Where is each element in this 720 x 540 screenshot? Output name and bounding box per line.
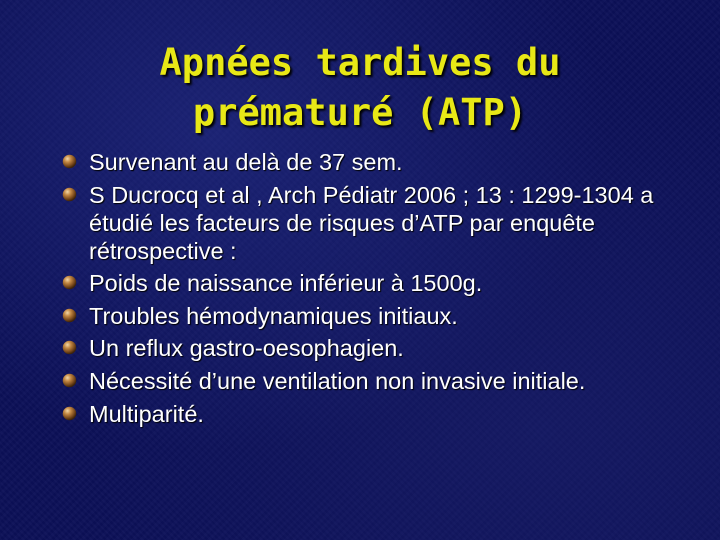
- bronze-sphere-bullet-icon: [62, 373, 77, 388]
- bronze-sphere-bullet-icon: [62, 308, 77, 323]
- bullet-item: [62, 148, 692, 176]
- bronze-sphere-bullet-icon: [62, 275, 77, 290]
- bullet-text: Troubles hémodynamiques initiaux.: [89, 302, 458, 329]
- bronze-sphere-bullet-icon: [62, 340, 77, 355]
- bullet-text: S Ducrocq et al , Arch Pédiatr 2006 ; 13 : 1299-1304 a étudié les facteurs de risques d’ATP par enquête rétrospective :: [89, 181, 654, 264]
- title-line-1: Apnées tardives du: [159, 41, 561, 84]
- bullet-item: [62, 367, 692, 395]
- bullet-text: Poids de naissance inférieur à 1500g.: [89, 270, 483, 297]
- bronze-sphere-bullet-icon: [62, 154, 77, 169]
- bronze-sphere-bullet-icon: [62, 406, 77, 421]
- bullet-item: [62, 334, 692, 362]
- bullet-item: [62, 302, 692, 330]
- title-line-2: prématuré (ATP): [192, 91, 528, 134]
- bullet-list: [62, 148, 692, 432]
- bullet-item: [62, 269, 692, 297]
- bullet-text: Survenant au delà de 37 sem.: [89, 149, 403, 175]
- bullet-text: Un reflux gastro-oesophagien.: [89, 335, 404, 362]
- bronze-sphere-bullet-icon: [62, 187, 77, 202]
- bullet-item: [62, 181, 692, 265]
- slide-title: [40, 38, 680, 138]
- bullet-item: [62, 400, 692, 428]
- bullet-text: Multiparité.: [89, 400, 204, 427]
- bullet-text: Nécessité d’une ventilation non invasive initiale.: [89, 367, 586, 394]
